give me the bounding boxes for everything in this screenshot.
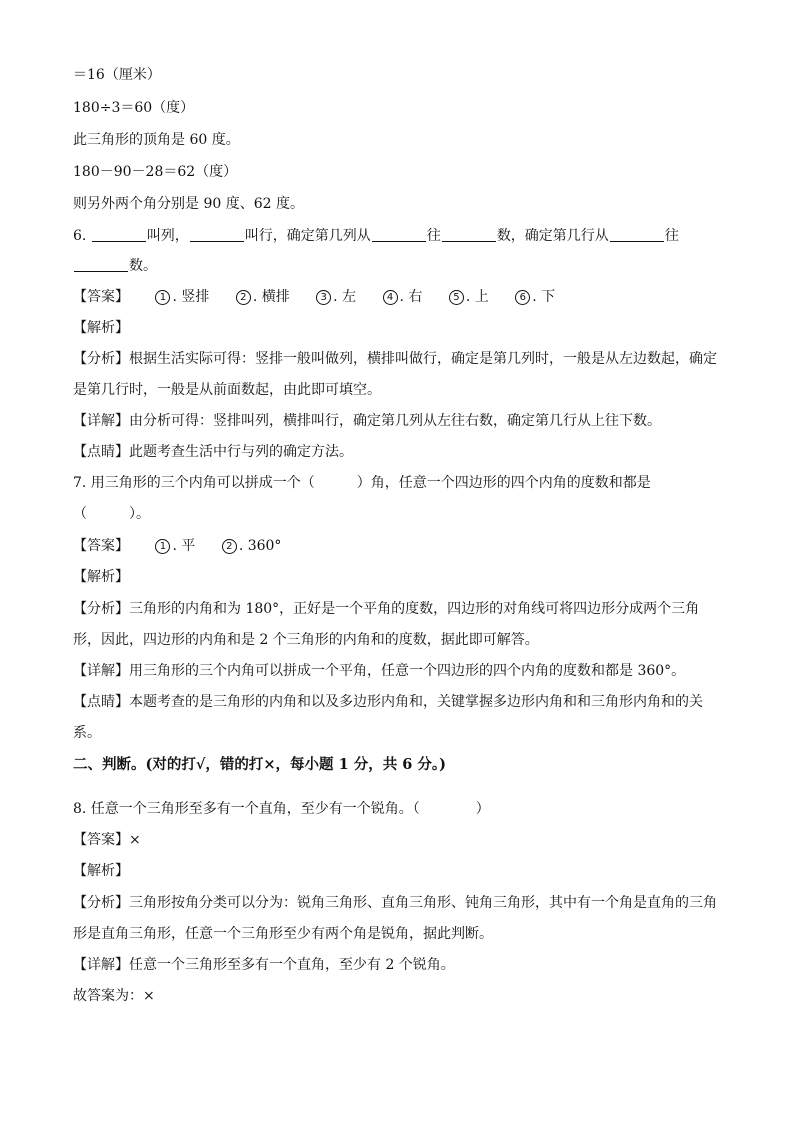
q8-conclusion: 故答案为：× (73, 988, 155, 1004)
q6-blank-3 (372, 227, 426, 242)
q8-question: 8. 任意一个三角形至多有一个直角，至少有一个锐角。（ ） (73, 801, 490, 817)
q8-answer: 【答案】× (73, 832, 141, 848)
q6-blank-4 (442, 227, 496, 242)
calc-line-2: 180÷3＝60（度） (73, 100, 195, 116)
q7-question-line-1: 7. 用三角形的三个内角可以拼成一个（ ）角，任意一个四边形的四个内角的度数和都是 (73, 475, 651, 491)
q6-blank-2 (190, 227, 244, 242)
q6-dianjing: 【点睛】此题考查生活中行与列的确定方法。 (73, 444, 353, 460)
q7-fenxi-1: 【分析】三角形的内角和为 180°，正好是一个平角的度数，四边形的对角线可将四边形分成两个三角 (73, 601, 700, 617)
q8-analysis-label: 【解析】 (73, 863, 129, 879)
q6-fenxi-1: 【分析】根据生活实际可得：竖排一般叫做列，横排叫做行，确定是第几列时，一般是从左边数起，确定 (73, 351, 717, 367)
q6-blank-6 (74, 257, 128, 272)
calc-line-5: 则另外两个角分别是 90 度、62 度。 (73, 196, 304, 212)
q6-analysis-label: 【解析】 (73, 320, 129, 336)
q7-dianjing-1: 【点睛】本题考查的是三角形的内角和以及多边形内角和，关键掌握多边形内角和和三角形内角和的关 (73, 694, 703, 710)
q6-answer-3: 3 . 左 (316, 288, 356, 306)
q6-answer-6: 6 . 下 (515, 288, 555, 306)
q6-answer-4: 4 . 右 (383, 288, 423, 306)
q7-answer-1: 1 . 平 (155, 537, 195, 555)
answer-label: 【答案】 (73, 538, 129, 554)
q8-fenxi-2: 形是直角三角形，任意一个三角形至少有两个角是锐角，据此判断。 (73, 926, 493, 942)
q6-blank-1 (92, 227, 146, 242)
calc-line-3: 此三角形的顶角是 60 度。 (73, 132, 240, 148)
q7-dianjing-2: 系。 (73, 725, 101, 741)
q6-blank-5 (610, 227, 664, 242)
q6-number: 6. (73, 228, 87, 244)
calc-line-1: ＝16（厘米） (73, 67, 161, 83)
q7-answer-2: 2 . 360° (222, 537, 282, 555)
q6-question-line-2: 数。 (73, 257, 157, 275)
calc-line-4: 180－90－28＝62（度） (73, 164, 238, 180)
q7-xiangjie: 【详解】用三角形的三个内角可以拼成一个平角，任意一个四边形的四个内角的度数和都是 360°。 (73, 663, 686, 679)
answer-label: 【答案】 (73, 289, 129, 305)
q6-answer (73, 288, 555, 306)
q6-fenxi-2: 是第几行时，一般是从前面数起，由此即可填空。 (73, 382, 381, 398)
q6-question-line-1: 6. 叫列， 叫行，确定第几列从 往 数，确定第几行从 往 (73, 228, 679, 244)
section-title: 二、判断。(对的打√，错的打×，每小题 1 分，共 6 分。) (73, 756, 447, 773)
q8-fenxi-1: 【分析】三角形按角分类可以分为：锐角三角形、直角三角形、钝角三角形，其中有一个角是直角的三角 (73, 895, 717, 911)
q6-answer-1: 1 . 竖排 (155, 288, 209, 306)
q8-xiangjie: 【详解】任意一个三角形至多有一个直角，至少有 2 个锐角。 (73, 957, 455, 973)
q7-answer (73, 537, 281, 555)
q7-analysis-label: 【解析】 (73, 569, 129, 585)
q6-answer-5: 5 . 上 (449, 288, 489, 306)
q6-answer-2: 2 . 横排 (236, 288, 290, 306)
q7-fenxi-2: 形，因此，四边形的内角和是 2 个三角形的内角和的度数，据此即可解答。 (73, 632, 539, 648)
q6-xiangjie: 【详解】由分析可得：竖排叫列，横排叫行，确定第几列从左往右数，确定第几行从上往下数。 (73, 413, 661, 429)
q7-question-line-2: （ ）。 (73, 506, 150, 522)
